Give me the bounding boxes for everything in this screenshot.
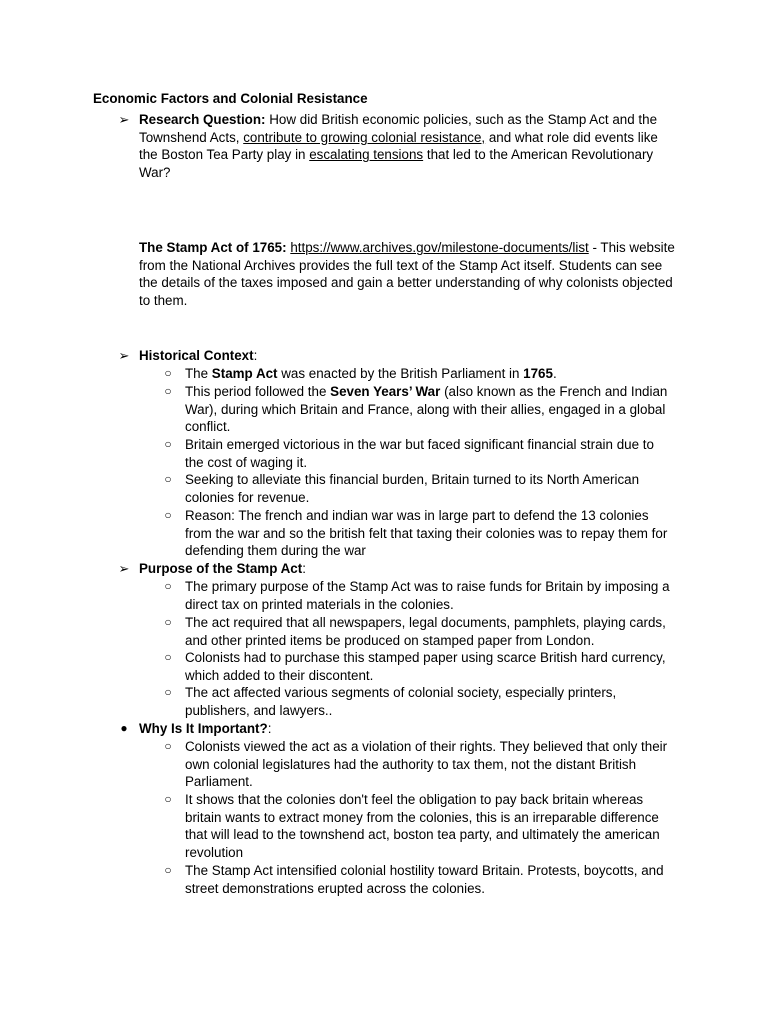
item-text: (also known as the French and Indian War), during which Britain and France, along with their allies, engaged in a global conflict. bbox=[185, 384, 668, 435]
importance-heading bbox=[139, 720, 679, 738]
colon: : bbox=[253, 348, 258, 363]
circle-bullet-icon: ○ bbox=[164, 508, 172, 522]
circle-bullet-icon: ○ bbox=[164, 685, 172, 699]
arrow-bullet-icon: ➢ bbox=[118, 561, 130, 576]
source-label: The Stamp Act of 1765: bbox=[139, 240, 287, 255]
circle-bullet-icon: ○ bbox=[164, 615, 172, 629]
item-text: The bbox=[185, 366, 212, 381]
circle-bullet-icon: ○ bbox=[164, 472, 172, 486]
document-title: Economic Factors and Colonial Resistance bbox=[93, 91, 368, 106]
item-bold: Seven Years’ War bbox=[330, 384, 441, 399]
colon: : bbox=[267, 721, 272, 736]
circle-bullet-icon: ○ bbox=[164, 384, 172, 398]
purpose-heading bbox=[139, 560, 679, 578]
colon: : bbox=[302, 561, 306, 576]
historical-context-label: Historical Context bbox=[139, 348, 254, 363]
item-text: . bbox=[552, 366, 557, 381]
research-underline-2: escalating tensions bbox=[309, 147, 424, 163]
circle-bullet-icon: ○ bbox=[164, 792, 172, 806]
research-question-text-2: and what role did events like the Boston Tea Party play in bbox=[139, 129, 658, 163]
list-item: The Stamp Act intensified colonial hostility toward Britain. Protests, boycotts, and street demonstrations erupted across the colonies. bbox=[185, 863, 664, 896]
arrow-bullet-icon: ➢ bbox=[118, 348, 130, 363]
circle-bullet-icon: ○ bbox=[164, 579, 172, 593]
item-bold: Stamp Act bbox=[211, 366, 278, 381]
list-item: Seeking to alleviate this financial burden, Britain turned to its North American colonies for revenue. bbox=[185, 472, 640, 505]
research-underline-1: contribute to growing colonial resistance, bbox=[243, 129, 486, 145]
list-item: It shows that the colonies don't feel the obligation to pay back britain whereas britain wants to extract money from the colonies, this is an irreparable difference that will lead to the townshend act, boston tea party, and ultimately the american revolution bbox=[185, 792, 660, 861]
list-item bbox=[185, 383, 675, 436]
list-item: Britain emerged victorious in the war but faced significant financial strain due to the cost of waging it. bbox=[185, 437, 654, 470]
research-question bbox=[139, 111, 679, 182]
circle-bullet-icon: ○ bbox=[164, 863, 172, 877]
circle-bullet-icon: ○ bbox=[164, 366, 172, 380]
item-text: This period followed the bbox=[185, 384, 331, 399]
list-item: Colonists viewed the act as a violation of their rights. They believed that only their own colonial legislatures had the authority to tax them, not the distant British Parliament. bbox=[185, 739, 668, 790]
source-link[interactable]: https://www.archives.gov/milestone-documents/list bbox=[290, 240, 589, 255]
source-description: - This website from the National Archives provides the full text of the Stamp Act itself. Students can see the details of the taxes imposed and gain a better understanding of why colonists objected to them. bbox=[139, 240, 675, 309]
purpose-label: Purpose of the Stamp Act bbox=[139, 561, 303, 576]
item-text: was enacted by the British Parliament in bbox=[277, 366, 524, 381]
list-item: The act required that all newspapers, legal documents, pamphlets, playing cards, and other printed items be produced on stamped paper from London. bbox=[185, 615, 666, 648]
circle-bullet-icon: ○ bbox=[164, 739, 172, 753]
item-bold: 1765 bbox=[523, 366, 553, 381]
circle-bullet-icon: ○ bbox=[164, 437, 172, 451]
list-item: Reason: The french and indian war was in large part to defend the 13 colonies from the war and so the british felt that taxing their colonies was to repay them for defending them during the war bbox=[185, 508, 668, 559]
research-question-label: Research Question: bbox=[139, 112, 266, 127]
historical-context-heading bbox=[139, 347, 679, 365]
research-question-text-3: that led to the American Revolutionary War? bbox=[139, 147, 654, 181]
list-item: Colonists had to purchase this stamped paper using scarce British hard currency, which added to their discontent. bbox=[185, 650, 666, 683]
list-item: The act affected various segments of colonial society, especially printers, publishers, and lawyers.. bbox=[185, 685, 617, 718]
circle-bullet-icon: ○ bbox=[164, 650, 172, 664]
arrow-bullet-icon: ➢ bbox=[118, 112, 130, 127]
research-question-text: How did British economic policies, such as the Stamp Act and the Townshend Acts, bbox=[139, 112, 658, 145]
dot-bullet-icon: ● bbox=[120, 721, 128, 735]
importance-label: Why Is It Important? bbox=[139, 721, 268, 736]
list-item: The primary purpose of the Stamp Act was to raise funds for Britain by imposing a direct tax on printed materials in the colonies. bbox=[185, 579, 670, 612]
list-item bbox=[185, 365, 675, 383]
source-paragraph bbox=[139, 239, 679, 310]
